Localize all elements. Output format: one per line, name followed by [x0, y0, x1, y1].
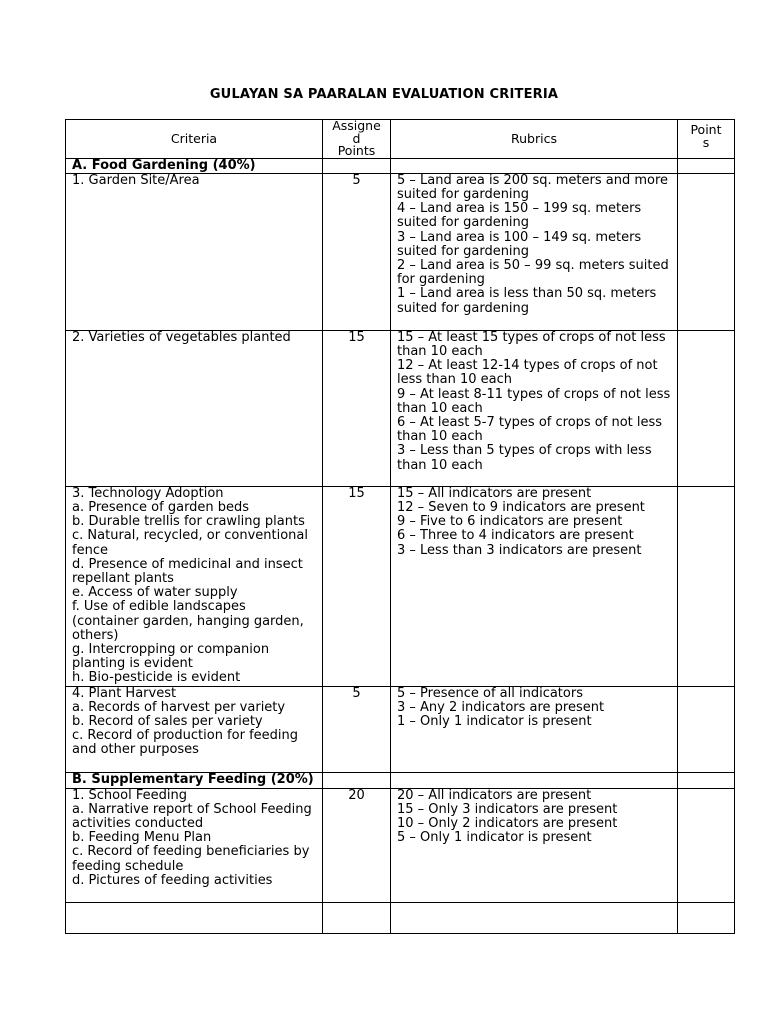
rubrics-cell: 15 – At least 15 types of crops of not less than 10 each 12 – At least 12-14 types of crops of not less than 10 each 9 – At least 8-11 types of crops of not less than 10 each 6 – At least 5-7 types of crops of not less than 10 each 3 – Less than 5 types of crops with less than 10 each — [391, 330, 678, 486]
header-assigned-points: Assigne d Points — [323, 120, 391, 159]
header-points: Point s — [678, 120, 735, 159]
table-header-row — [66, 120, 735, 159]
points-cell[interactable] — [678, 902, 735, 933]
page-title: GULAYAN SA PAARALAN EVALUATION CRITERIA — [209, 87, 559, 102]
table-row — [66, 788, 735, 902]
criteria-cell: 1. School Feeding a. Narrative report of School Feeding activities conducted b. Feeding Menu Plan c. Record of feeding beneficiaries by feeding schedule d. Pictures of feeding activities — [66, 788, 323, 902]
section-heading: B. Supplementary Feeding (20%) — [66, 772, 323, 788]
section-heading-row — [66, 772, 735, 788]
header-rubrics: Rubrics — [391, 120, 678, 159]
table-row — [66, 330, 735, 486]
assigned-points-cell: 5 — [323, 173, 391, 330]
assigned-points-cell: 15 — [323, 486, 391, 686]
assigned-points-cell: 20 — [323, 788, 391, 902]
criteria-cell: 1. Garden Site/Area — [66, 173, 323, 330]
section-heading: A. Food Gardening (40%) — [66, 158, 323, 173]
criteria-cell: 4. Plant Harvest a. Records of harvest per variety b. Record of sales per variety c. Record of production for feeding and other purposes — [66, 686, 323, 772]
table-row — [66, 173, 735, 330]
table-row — [66, 486, 735, 686]
points-cell[interactable] — [678, 486, 735, 686]
rubrics-cell: 5 – Land area is 200 sq. meters and more suited for gardening 4 – Land area is 150 – 199 sq. meters suited for gardening 3 – Land area is 100 – 149 sq. meters suited for gardening 2 – Land area is 50 – 99 sq. meters suited for gardening 1 – Land area is less than 50 sq. meters suited for gardening — [391, 173, 678, 330]
evaluation-criteria-table — [65, 119, 735, 934]
points-cell[interactable] — [678, 173, 735, 330]
criteria-cell: 3. Technology Adoption a. Presence of garden beds b. Durable trellis for crawling plants c. Natural, recycled, or conventional fence d. Presence of medicinal and insect repellant plants e. Access of water supply f. Use of edible landscapes (container garden, hanging garden, others) g. Intercropping or companion planting is evident h. Bio-pesticide is evident — [66, 486, 323, 686]
header-criteria: Criteria — [66, 120, 323, 159]
rubrics-cell: 20 – All indicators are present 15 – Only 3 indicators are present 10 – Only 2 indicators are present 5 – Only 1 indicator is present — [391, 788, 678, 902]
points-cell[interactable] — [678, 788, 735, 902]
table-row — [66, 686, 735, 772]
points-cell[interactable] — [678, 686, 735, 772]
assigned-points-cell: 15 — [323, 330, 391, 486]
assigned-points-cell: 5 — [323, 686, 391, 772]
empty-row — [66, 902, 735, 933]
rubrics-cell: 5 – Presence of all indicators 3 – Any 2 indicators are present 1 – Only 1 indicator is present — [391, 686, 678, 772]
points-cell[interactable] — [678, 330, 735, 486]
criteria-cell: 2. Varieties of vegetables planted — [66, 330, 323, 486]
section-heading-row — [66, 158, 735, 173]
rubrics-cell: 15 – All indicators are present 12 – Seven to 9 indicators are present 9 – Five to 6 indicators are present 6 – Three to 4 indicators are present 3 – Less than 3 indicators are present — [391, 486, 678, 686]
